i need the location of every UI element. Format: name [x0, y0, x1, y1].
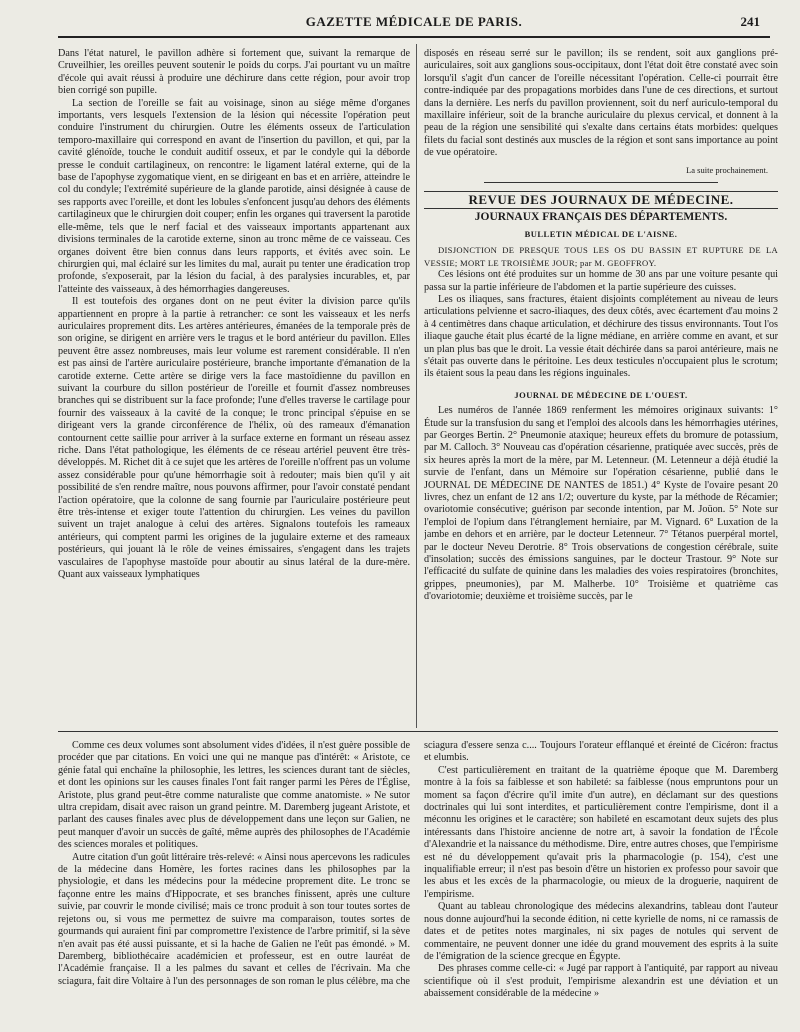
paragraph: Il est toutefois des organes dont on ne peut éviter la division parce qu'ils appartiennent en propre à la partie à retrancher: ce sont les vaisseaux et les nerfs auriculaires proprement dits. Les artères antérieures, émanées de la temporale près de son origine, se dirigent en arrière vers le tragus et le bord antérieur du pavillon. Elles peuvent être assez nombreuses, mais leur volume est rarement considérable. Il n'en est pas ainsi de l'artère auriculaire postérieure, branche importante d'émanation de la carotide externe. Cette artère se dirige vers la face mastoïdienne du pavillon en suivant la courbure du sillon postérieur de l'oreille et fournit d'assez nombreuses branches qui se distribuent sur la face profonde; l'une d'elles traverse le cartilage pour fournir des vaisseaux à la cavité de la conque; le tronc principal s'épuise en se dirigeant vers la grande circonférence de l'hélix, où des rameaux d'émanation contournent cette saillie pour arriver à la surface externe en formant un réseau assez riche. Dans l'état pathologique, les éléments de ce réseau artériel peuvent être très-développés. M. Richet dit à ce sujet que les artères de l'oreille n'offrent pas un volume assez considérable pour qu'une hémorrhagie soit à redouter; mais bien qu'il y ait possibilité de s'en rendre maître, nous pouvons affirmer, pour l'avoir constaté pendant l'action opératoire, que la colonne de sang fournie par l'auriculaire postérieure peut être très-intense et exiger toute l'attention du chirurgien. Les veines du pavillon suivent un trajet analogue à celui des artères. Signalons toutefois les rameaux antérieurs, qui comptent parmi les origines de la jugulaire externe et des rameaux postérieurs, qui jouant là le rôle de veines émissaires, s'engagent dans les trajets vasculaires de l'apophyse mastoïde pour aboutir au sinus latéral de la dure-mère. Quant aux vaisseaux lymphatiques — [58, 296, 410, 581]
section-title: REVUE DES JOURNAUX DE MÉDECINE. — [424, 191, 778, 209]
journal-title: GAZETTE MÉDICALE DE PARIS. — [305, 14, 523, 29]
paragraph: Dans l'état naturel, le pavillon adhère si fortement que, suivant la remarque de Cruveilhier, les oreilles peuvent soutenir le poids du corps. J'ai pourtant vu un maître d'école qui avait réussi à produire une déchirure dans cette région, pour avoir trop bien corrigé son pupille. — [58, 48, 410, 97]
paragraph: Comme ces deux volumes sont absolument vides d'idées, il n'est guère possible de procéder que par citations. En voici une qui ne manque pas d'intérêt: « Aristote, ce génie fatal qui enchaîne la philosophie, les lettres, les sciences durant tant de siècles, et dont les opinions sur les causes finales l'ont fait ranger parmi les Pères de l'Église, Aristote, plus grand peut-être comme naturaliste que comme anatomiste. » Ne sutor ultra crepidam, disait avec raison un grand peintre. M. Daremberg jugeant Aristote, et parlant des causes finales avec plus de développement dans une leçon sur Galien, ne peut manquer d'avoir un succès de gaîté, même auprès des philosophes de l'Académie des sciences morales et politiques. — [58, 740, 410, 851]
paragraph: Les numéros de l'année 1869 renferment les mémoires originaux suivants: 1° Étude sur la transfusion du sang et l'emploi des alcools dans les hémorrhagies utérines, par Georges Bertin. 2° Pneumonie ataxique; heureux effets du bromure de potassium, par M. Calloch. 3° Nouveau cas d'opération césarienne, pratiquée avec succès, près de six heures après la mort de la mère, par M. Letenneur. (M. Letenneur a déjà étudié la survie de l'enfant, dans un Mémoire sur l'opération césarienne, publié dans le JOURNAL DE MÉDECINE DE NANTES de 1851.) 4° Kyste de l'ovaire pesant 20 livres, chez un enfant de 12 ans 1/2; ouverture du kyste, par la méthode de Récamier; ovariotomie consécutive; guérison par seconde intention, par M. Joüon. 5° Note sur l'emploi de l'opium dans l'étranglement herniaire, par M. Vignard. 6° Luxation de la jambe en dehors et en arrière, par le docteur Letenneur. 7° Tétanos puerpéral mortel, par le docteur Neveu Derotrie. 8° Trois observations de congestion cérébrale, suite d'insolation; succès des émissions sanguines, par le docteur Trastour. 9° Note sur l'efficacité du sulfate de quinine dans les maladies des voies respiratoires (bronchites, grippes, pneumonies), par M. Malherbe. 10° Troisième et quatrième cas d'ovariotomie; deuxième et troisième succès, par le — [424, 405, 778, 603]
bulletin-heading: BULLETIN MÉDICAL DE L'AISNE. — [524, 228, 678, 239]
paragraph: Ces lésions ont été produites sur un homme de 30 ans par une voiture pesante qui passa sur la partie inférieure de l'abdomen et la partie supérieure des cuisses. — [424, 269, 778, 293]
page-header — [58, 14, 770, 38]
bottom-right-column — [424, 740, 778, 1030]
journal-heading: JOURNAL DE MÉDECINE DE L'OUEST. — [514, 389, 688, 400]
column-divider — [416, 44, 417, 728]
bottom-left-column — [58, 740, 410, 1030]
paragraph: La section de l'oreille se fait au voisinage, sinon au siége même d'organes importants, vers lesquels l'extension de la lésion qui nécessite l'opération peut conduire l'instrument du chirurgien. Outre les éléments osseux de l'articulation temporo-maxillaire qui correspond en avant de l'insertion du pavillon, et qui, par la cavité glénoïde, touche le conduit auditif osseux, et par le condyle qui la déborde presse le conduit cartilagineux, on rencontre: le ligament latéral externe, qui de la base de l'apophyse zygomatique vient, en se dirigeant en bas et en arrière, atteindre le col du condyle; l'extrémité supérieure de la glande parotide, ainsi désignée à cause de ses rapports avec l'oreille, et dont les lobules s'enfoncent jusqu'au dehors des éléments cartilagineux que le chirurgien doit couper; enfin les organes qui traversent la parotide elle-même, tels que le nerf facial et des vaisseaux importants appartenant aux divisions terminales de la carotide externe, sinon au tronc même de ce vaisseau. Ces organes doivent être bien connus dans leurs rapports, et évités avec soin. Le chirurgien qui, mal éclairé sur les limites du mal, aurait pu tenter une éradication trop profonde, s'exposerait, par la lésion du facial, à des paralysies incurables, et, par l'atteinte des vaisseaux, à des hémorrhagies dangereuses. — [58, 97, 410, 295]
horizontal-divider — [58, 731, 778, 732]
paragraph: Des phrases comme celle-ci: « Jugé par rapport à l'antiquité, par rapport au niveau scientifique où il s'est produit, l'empirisme alexandrin est une déviation et un abaissement considérable de la médecine » — [424, 963, 778, 1000]
page-number: 241 — [740, 14, 760, 29]
top-left-column — [58, 48, 410, 730]
section-subtitle: JOURNAUX FRANÇAIS DES DÉPARTEMENTS. — [474, 211, 728, 224]
section-separator — [484, 182, 718, 183]
article-title: DISJONCTION DE PRESQUE TOUS LES OS DU BASSIN ET RUPTURE DE LA VESSIE; MORT LE TROISIÈME JOUR; par M. GEOFFROY. — [424, 245, 778, 268]
paragraph: Les os iliaques, sans fractures, étaient disjoints complétement au niveau de leurs articulations pelvienne et sacro-iliaques, des deux côtés, avec écartement d'au moins 2 à 4 centimètres dans chaque articulation, et déchirure des tissus environnants. Tout l'os iliaque gauche était plus écarté de la ligne médiane, en arrière comme en avant, et sur un plan plus bas que le droit. La vessie était déchirée dans sa paroi antérieure, mais ne s'était pas ouverte dans le péritoine. Les deux testicules n'occupaient plus le scrotum; ils étaient sous la peau dans les régions inguinales. — [424, 293, 778, 380]
paragraph: sciagura d'essere senza c.... Toujours l'orateur efflanqué et éreinté de Cicéron: fractus et elumbis. — [424, 740, 778, 764]
paragraph: Autre citation d'un goût littéraire très-relevé: « Ainsi nous apercevons les radicules de la médecine dans Homère, les fortes racines dans les philosophes par la physiologie, et dans les médecins pour la médecine proprement dite. Le tronc se façonne entre les mains d'Hippocrate, et ses branches finissent, après une culture suivie, par couvrir le monde civilisé; mais ce tronc produit à son tour toutes sortes de rejetons ou, si vous me permettez de suivre ma comparaison, toutes sortes de gourmands qui auraient fini par compromettre l'existence de l'arbre primitif, si la sève n'en avait pas été aussi puissante, et si la hache de Galien ne l'eût pas émondé. » M. Daremberg, bibliothécaire académicien et professeur, est en outre lauréat de l'Académie française. Il a les palmes du savant et celles de l'écrivain. Ma che sciagura, fait dire Voltaire à l'un des personnages de son roman le plus célèbre, ma che — [58, 851, 410, 987]
to-be-continued-note: La suite prochainement. — [686, 164, 768, 175]
paragraph: Quant au tableau chronologique des médecins alexandrins, tableau dont l'auteur nous donne aujourd'hui la seconde édition, ni cette kyrielle de noms, ni ce ramassis de dates et de petites notes marginales, ni six pages de notules qui servent de commentaire, ne peuvent donner une idée du grand mouvement des esprits à la suite de l'émigration de la science grecque en Égypte. — [424, 901, 778, 962]
top-right-column — [424, 48, 778, 730]
paragraph: disposés en réseau serré sur le pavillon; ils se rendent, soit aux ganglions pré-auriculaires, soit aux ganglions sous-occipitaux, dont l'état doit être constaté avec soin lorsqu'il s'agit d'un cancer de l'oreille nécessitant l'opération. Celle-ci pourrait être contre-indiquée par des propagations morbides dans l'une de ces directions, et surtout dans la dernière. Les nerfs du pavillon proviennent, soit du nerf auriculo-temporal du maxillaire inférieur, soit de la branche auriculaire du plexus cervical, et donnent à la peau de la région une sensibilité qui s'exalte dans certains états morbides: quelques filets du facial sont destinés aux muscles de la région et sont sans importance au point de vue opératoire. — [424, 48, 778, 159]
paragraph: C'est particulièrement en traitant de la quatrième époque que M. Daremberg montre à la fois sa faiblesse et son habileté: sa faiblesse (nous empruntons pour un moment sa façon d'écrire qu'il imite d'un autre), en déclamant sur des questions doctrinales qui lui sont interdites, et particulièrement contre l'empirisme, dont il a méconnu les origines et le caractère; son habileté en escamotant deux sujets des plus intéressants dans l'histoire ancienne de notre art, à savoir la fondation de l'École d'Alexandrie et la naissance du méthodisme. Dire, entre autres choses, que l'empirisme est né du développement qu'avait pris la pharmacologie (p. 154), c'est une inqualifiable erreur; il n'est pas besoin d'être un historien ex professo pour savoir que les abus et les excès de la pharmacologie, ou mieux de la droguerie, naquirent de l'empirisme. — [424, 764, 778, 900]
